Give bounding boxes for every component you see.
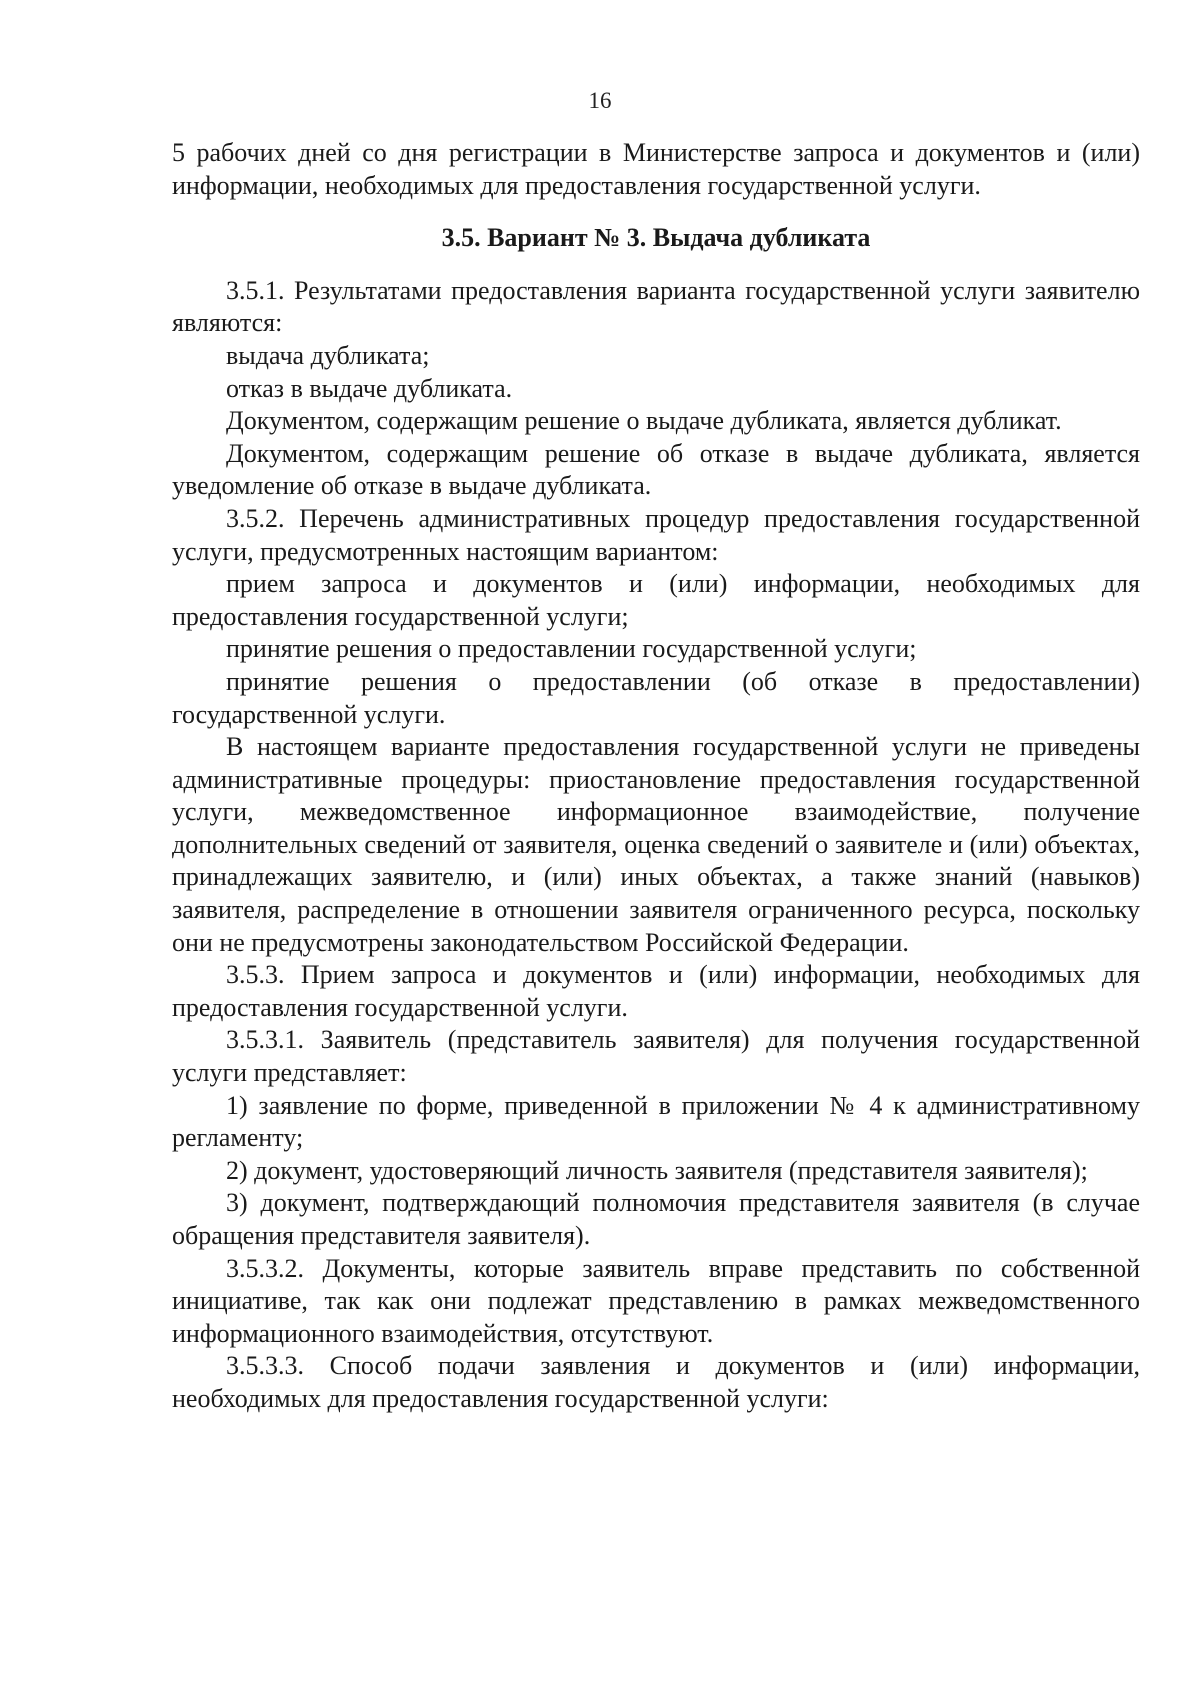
paragraph: 3) документ, подтверждающий полномочия представителя заявителя (в случае обращения представителя заявителя). <box>172 1188 1140 1250</box>
paragraph: 1) заявление по форме, приведенной в приложении № 4 к административному регламенту; <box>172 1090 1140 1153</box>
paragraph: 3.5.1. Результатами предоставления варианта государственной услуги заявителю являются: <box>172 275 1140 338</box>
paragraph: отказ в выдаче дубликата. <box>226 373 513 403</box>
paragraph: 3.5.3.2. Документы, которые заявитель вправе представить по собственной инициативе, так как они подлежат представлению в рамках межведомственного информационного взаимодействия, отсутствуют. <box>172 1253 1140 1348</box>
paragraph: прием запроса и документов и (или) информации, необходимых для предоставления государственной услуги; <box>172 569 1140 631</box>
section-heading: 3.5. Вариант № 3. Выдача дубликата <box>441 223 871 253</box>
paragraph: В настоящем варианте предоставления государственной услуги не приведены административные процедуры: приостановление предоставления государственной услуги, межведомственное информационное взаимодействие, получение дополнительных сведений от заявителя, оценка сведений о заявителе и (или) объектах, принадлежащих заявителю, и (или) иных объектах, а также знаний (навыков) заявителя, распределение в отношении заявителя ограниченного ресурса, поскольку они не предусмотрены законодательством Российской Федерации. <box>172 732 1140 957</box>
paragraph: Документом, содержащим решение о выдаче дубликата, является дубликат. <box>226 406 1062 436</box>
paragraph-continuation: 5 рабочих дней со дня регистрации в Министерстве запроса и документов и (или) информации, необходимых для предоставления государственной услуги. <box>172 138 1140 200</box>
paragraph: 2) документ, удостоверяющий личность заявителя (представителя заявителя); <box>226 1155 1088 1185</box>
page-number: 16 <box>588 88 612 113</box>
paragraph: Документом, содержащим решение об отказе в выдаче дубликата, является уведомление об отказе в выдаче дубликата. <box>172 438 1140 501</box>
document-body <box>172 137 1140 1416</box>
paragraph: 3.5.2. Перечень административных процедур предоставления государственной услуги, предусмотренных настоящим вариантом: <box>172 503 1140 566</box>
paragraph: 3.5.3.1. Заявитель (представитель заявителя) для получения государственной услуги представляет: <box>172 1025 1140 1088</box>
paragraph: 3.5.3.3. Способ подачи заявления и документов и (или) информации, необходимых для предоставления государственной услуги: <box>172 1351 1140 1413</box>
paragraph: принятие решения о предоставлении (об отказе в предоставлении) государственной услуги. <box>172 666 1140 729</box>
paragraph: выдача дубликата; <box>226 340 430 370</box>
paragraph: принятие решения о предоставлении государственной услуги; <box>226 634 917 664</box>
paragraph: 3.5.3. Прием запроса и документов и (или) информации, необходимых для предоставления государственной услуги. <box>172 960 1140 1022</box>
